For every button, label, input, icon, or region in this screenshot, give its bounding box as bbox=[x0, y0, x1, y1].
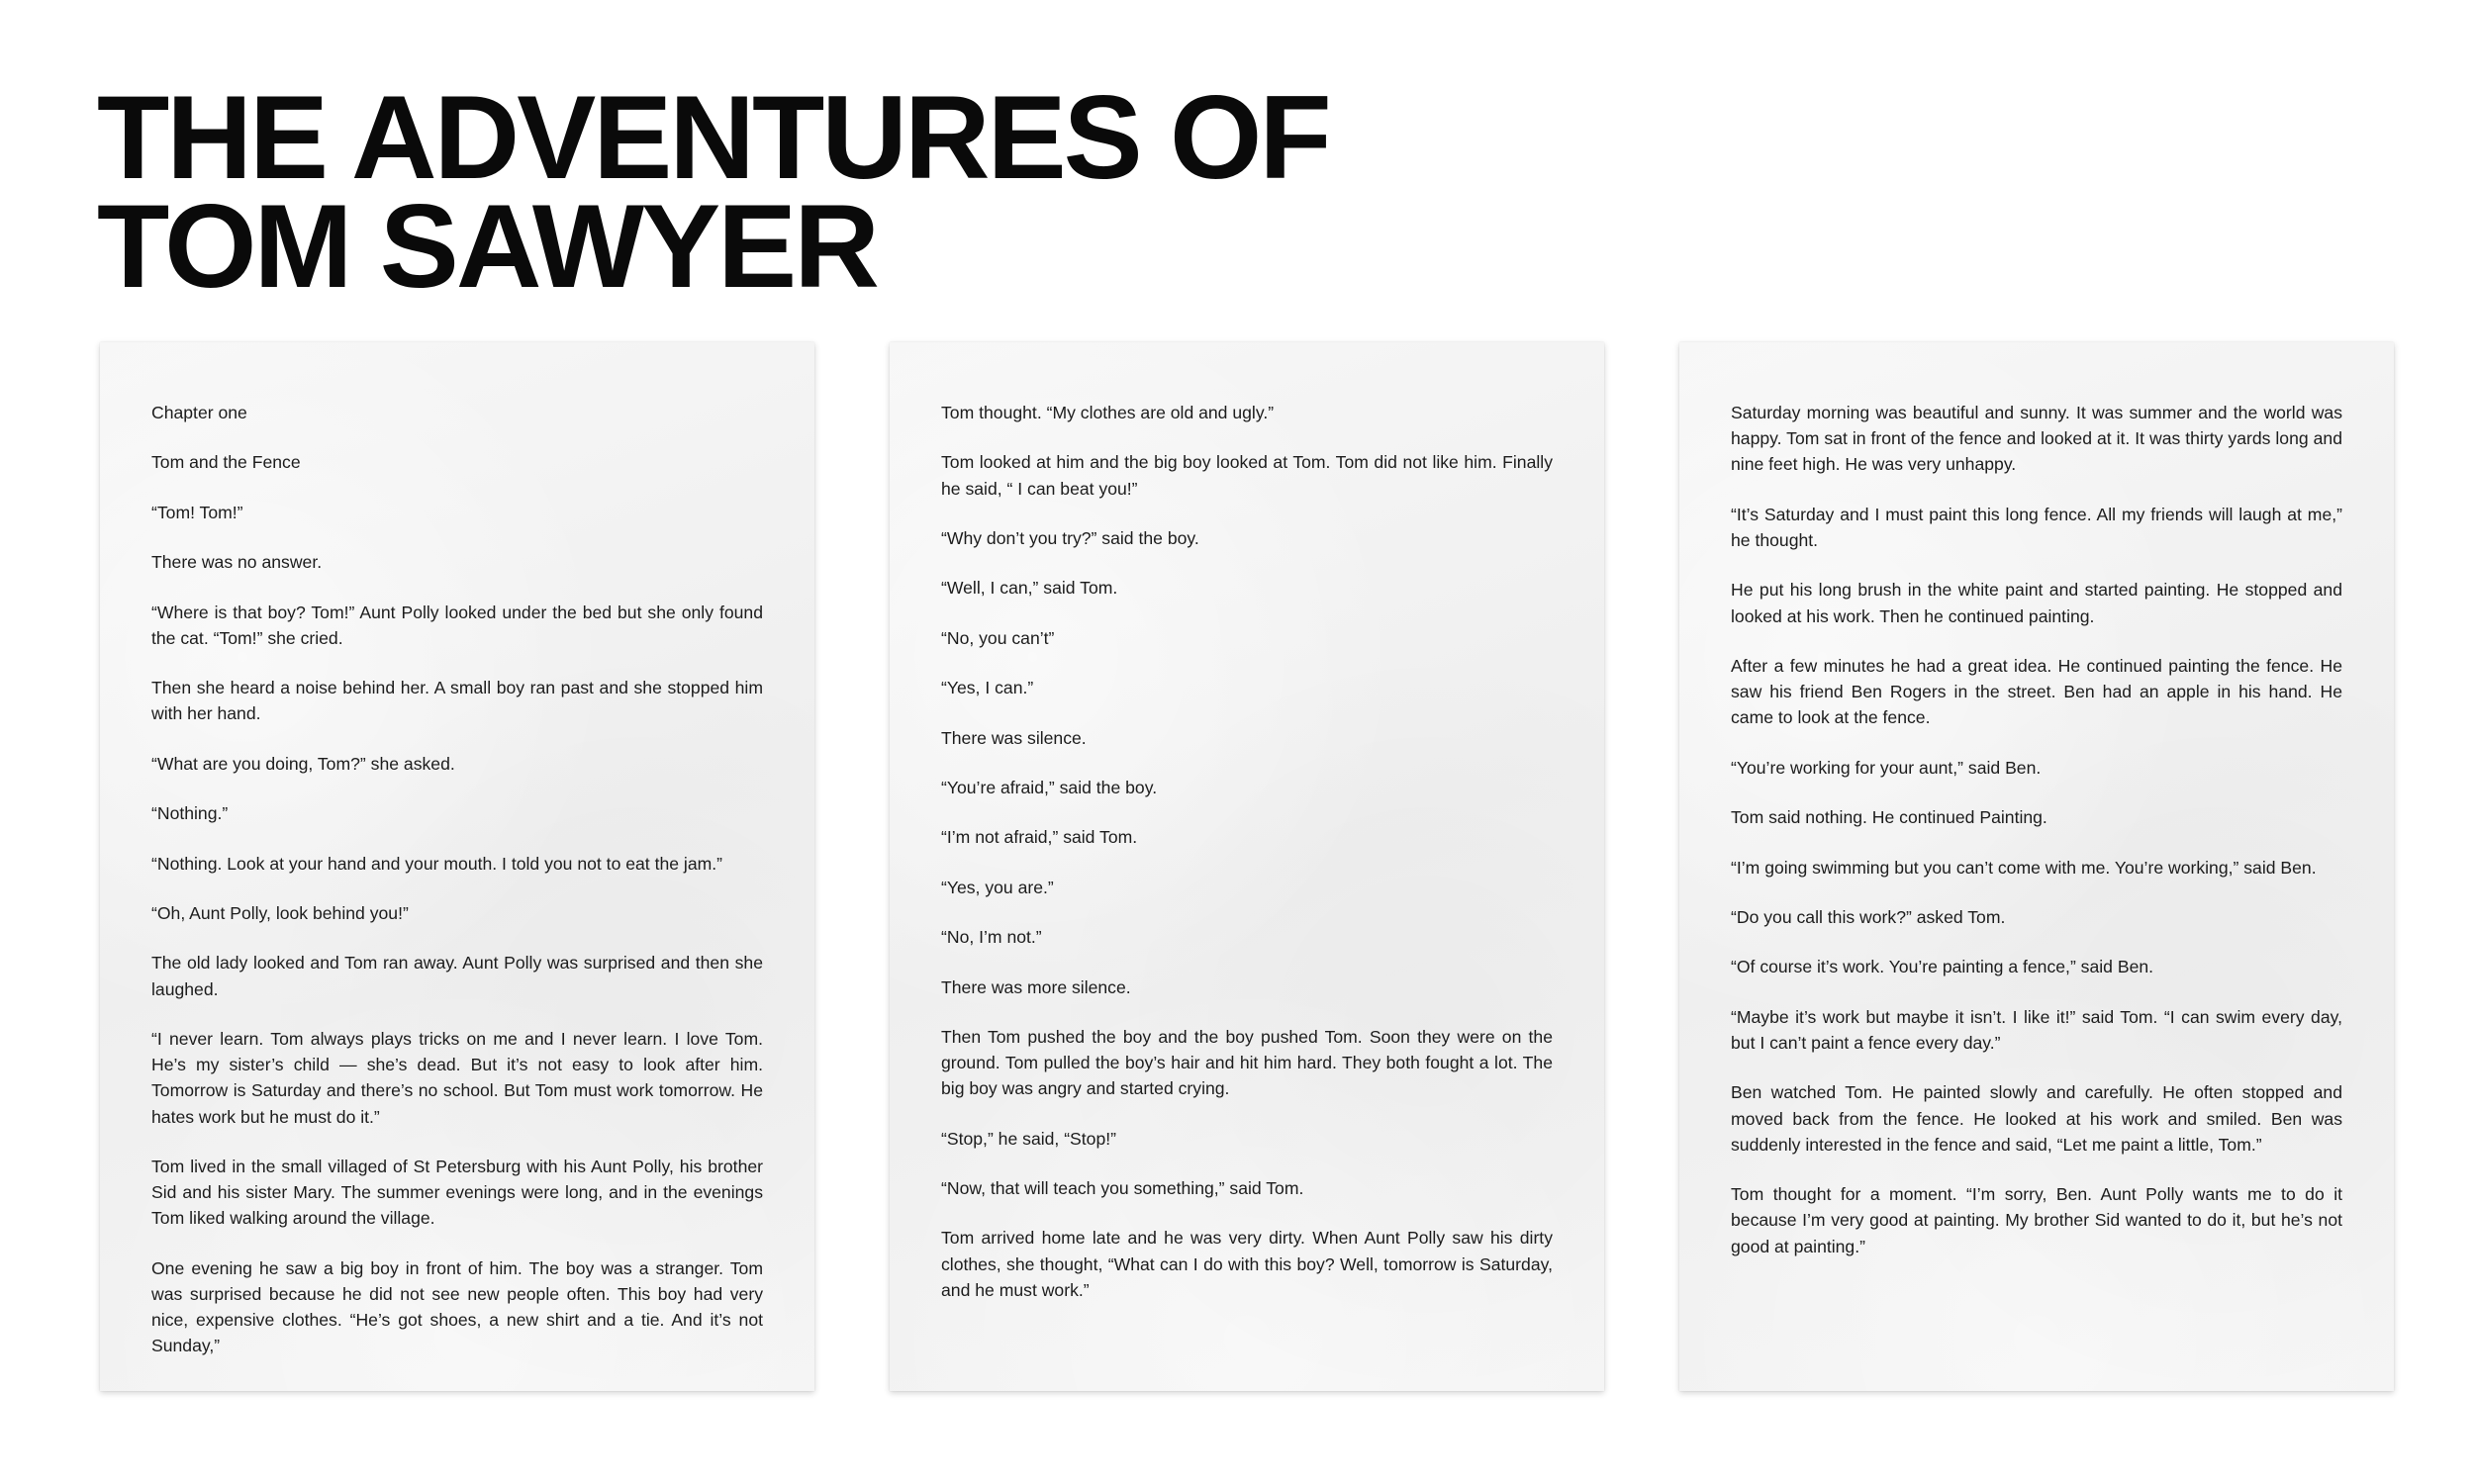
paragraph: There was silence. bbox=[941, 727, 1087, 748]
paragraph: Tom arrived home late and he was very dirty. When Aunt Polly saw his dirty clothes, she thought, “What can I do with this boy? Well, tomorrow is Saturday, and he must work.” bbox=[941, 1228, 1553, 1300]
paragraph: “Yes, you are.” bbox=[941, 877, 1054, 897]
paragraph: He put his long brush in the white paint and started painting. He stopped and looked at his work. Then he continued painting. bbox=[1731, 580, 2342, 626]
paragraph: “Yes, I can.” bbox=[941, 678, 1034, 698]
book-title bbox=[97, 71, 1329, 313]
paragraph: Tom thought for a moment. “I’m sorry, Ben. Aunt Polly wants me to do it because I’m very good at painting. My brother Sid wanted to do it, but he’s not good at painting.” bbox=[1731, 1184, 2342, 1256]
paragraph: “It’s Saturday and I must paint this long fence. All my friends will laugh at me,” he thought. bbox=[1731, 504, 2342, 550]
paragraph: “Maybe it’s work but maybe it isn’t. I like it!” said Tom. “I can swim every day, but I can’t paint a fence every day.” bbox=[1731, 1006, 2342, 1053]
paragraph: Tom thought. “My clothes are old and ugly.” bbox=[941, 403, 1275, 422]
paragraph: “Where is that boy? Tom!” Aunt Polly looked under the bed but she only found the cat. “Tom!” she cried. bbox=[151, 602, 763, 648]
paragraph: “Oh, Aunt Polly, look behind you!” bbox=[151, 902, 409, 923]
paragraph: “Well, I can,” said Tom. bbox=[941, 578, 1118, 599]
paragraph: “Now, that will teach you something,” said Tom. bbox=[941, 1178, 1304, 1199]
paragraph: Ben watched Tom. He painted slowly and carefully. He often stopped and moved back from the fence. He looked at his work and smiled. Ben was suddenly interested in the fence and said, “Let me paint a little, Tom.” bbox=[1731, 1082, 2342, 1155]
paragraph: After a few minutes he had a great idea. He continued painting the fence. He saw his friend Ben Rogers in the street. Ben had an apple in his hand. He came to look at the fence. bbox=[1731, 655, 2342, 728]
paragraph: Then she heard a noise behind her. A small boy ran past and she stopped him with her hand. bbox=[151, 678, 763, 724]
chapter-title: Tom and the Fence bbox=[151, 452, 301, 473]
paragraph: “Why don’t you try?” said the boy. bbox=[941, 527, 1199, 548]
page-2 bbox=[890, 342, 1604, 1391]
paragraph: “Tom! Tom!” bbox=[151, 502, 243, 522]
paragraph: “Do you call this work?” asked Tom. bbox=[1731, 906, 2006, 927]
paragraph: Tom said nothing. He continued Painting. bbox=[1731, 807, 2047, 828]
paragraph: The old lady looked and Tom ran away. Aunt Polly was surprised and then she laughed. bbox=[151, 953, 763, 999]
paragraph: Then Tom pushed the boy and the boy pushed Tom. Soon they were on the ground. Tom pulled the boy’s hair and hit him hard. They both fought a lot. The big boy was angry and started crying. bbox=[941, 1026, 1553, 1099]
paragraph: “Nothing. Look at your hand and your mouth. I told you not to eat the jam.” bbox=[151, 853, 723, 874]
paragraph: “I never learn. Tom always plays tricks on me and I never learn. I love Tom. He’s my sister’s child — she’s dead. But it’s not easy to look after him. Tomorrow is Saturday and there’s no school. But Tom must work tomorrow. He hates work but he must do it.” bbox=[151, 1028, 763, 1127]
paragraph: “You’re working for your aunt,” said Ben. bbox=[1731, 757, 2042, 778]
paragraph: “No, I’m not.” bbox=[941, 927, 1042, 948]
page-3 bbox=[1679, 342, 2394, 1391]
paragraph: “Stop,” he said, “Stop!” bbox=[941, 1128, 1116, 1149]
book-title-line-1: THE ADVENTURES OF bbox=[97, 71, 1329, 204]
book-title-line-2: TOM SAWYER bbox=[97, 180, 877, 313]
paragraph: One evening he saw a big boy in front of him. The boy was a stranger. Tom was surprised because he did not see new people often. This boy had very nice, expensive clothes. “He’s got shoes, a new shirt and a tie. And it’s not Sunday,” bbox=[151, 1257, 763, 1356]
paragraph: “No, you can’t” bbox=[941, 627, 1055, 648]
paragraph: There was more silence. bbox=[941, 976, 1131, 997]
paragraph: There was no answer. bbox=[151, 552, 323, 573]
chapter-heading: Chapter one bbox=[151, 403, 247, 422]
paragraph: Tom looked at him and the big boy looked at Tom. Tom did not like him. Finally he said, “ I can beat you!” bbox=[941, 452, 1553, 499]
paragraph: “I’m not afraid,” said Tom. bbox=[941, 827, 1138, 848]
page-1 bbox=[100, 342, 814, 1391]
paragraph: “I’m going swimming but you can’t come with me. You’re working,” said Ben. bbox=[1731, 857, 2317, 878]
paragraph: “Of course it’s work. You’re painting a fence,” said Ben. bbox=[1731, 957, 2154, 977]
paragraph: “You’re afraid,” said the boy. bbox=[941, 777, 1158, 797]
paragraph: Tom lived in the small villaged of St Petersburg with his Aunt Polly, his brother Sid and his sister Mary. The summer evenings were long, and in the evenings Tom liked walking around the village. bbox=[151, 1156, 763, 1229]
paragraph: “What are you doing, Tom?” she asked. bbox=[151, 753, 455, 774]
paragraph: “Nothing.” bbox=[151, 803, 229, 824]
paragraph: Saturday morning was beautiful and sunny. It was summer and the world was happy. Tom sat in front of the fence and looked at it. It was thirty yards long and nine feet high. He was very unhappy. bbox=[1731, 403, 2342, 475]
